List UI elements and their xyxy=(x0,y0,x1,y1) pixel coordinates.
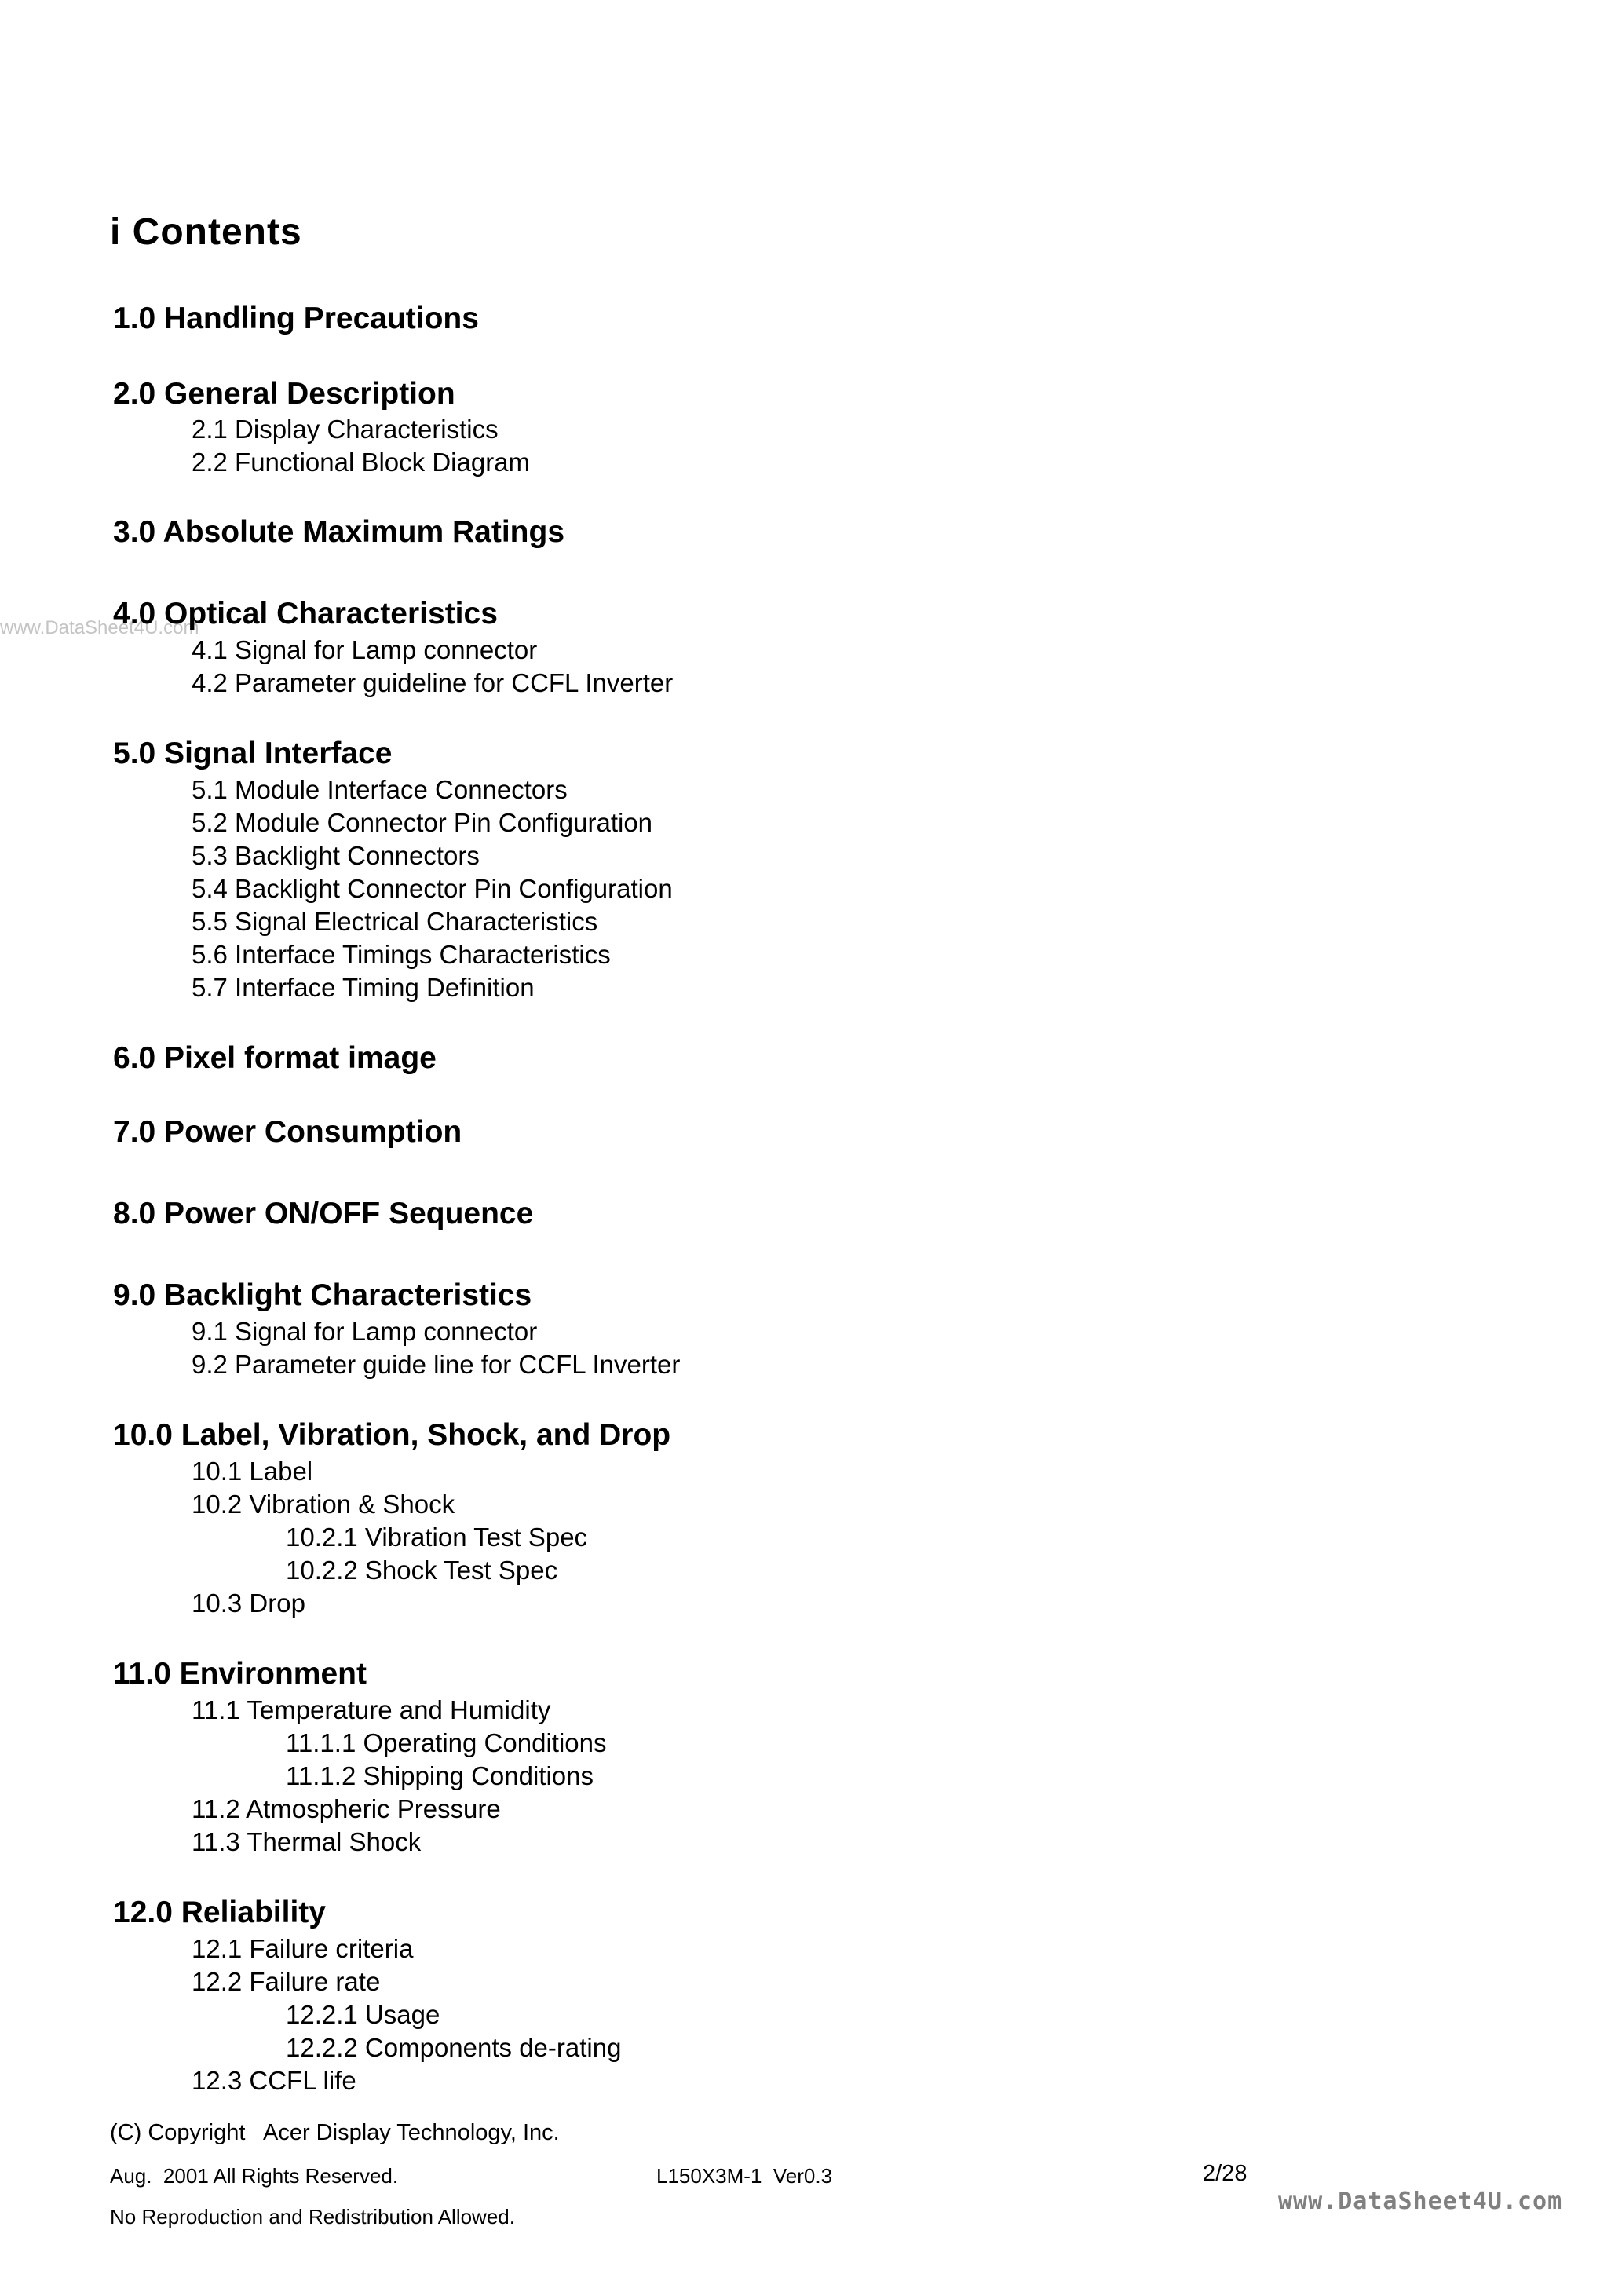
section-heading-4: 4.0 Optical Characteristics xyxy=(113,597,498,631)
section-heading-5: 5.0 Signal Interface xyxy=(113,737,393,770)
section-heading-9: 9.0 Backlight Characteristics xyxy=(113,1278,532,1312)
toc-item: 11.3 Thermal Shock xyxy=(192,1827,422,1856)
toc-item: 5.5 Signal Electrical Characteristics xyxy=(192,907,598,936)
toc-item: 12.3 CCFL life xyxy=(192,2066,356,2095)
section-heading-1: 1.0 Handling Precautions xyxy=(113,302,479,335)
toc-item: 12.1 Failure criteria xyxy=(192,1934,414,1963)
section-heading-8: 8.0 Power ON/OFF Sequence xyxy=(113,1197,534,1230)
toc-subitem: 12.2.2 Components de-rating xyxy=(286,2033,622,2062)
section-heading-6: 6.0 Pixel format image xyxy=(113,1041,437,1075)
toc-item: 5.1 Module Interface Connectors xyxy=(192,775,568,804)
page-title: i Contents xyxy=(110,211,302,253)
section-heading-12: 12.0 Reliability xyxy=(113,1896,326,1929)
watermark-right: www.DataSheet4U.com xyxy=(1278,2188,1563,2215)
toc-item: 10.2 Vibration & Shock xyxy=(192,1490,455,1519)
toc-item: 2.1 Display Characteristics xyxy=(192,415,499,444)
section-heading-11: 11.0 Environment xyxy=(113,1657,367,1691)
toc-item: 9.2 Parameter guide line for CCFL Inverter xyxy=(192,1350,681,1379)
toc-item: 9.1 Signal for Lamp connector xyxy=(192,1317,538,1346)
toc-item: 5.7 Interface Timing Definition xyxy=(192,973,535,1002)
toc-item: 11.2 Atmospheric Pressure xyxy=(192,1794,501,1823)
section-heading-10: 10.0 Label, Vibration, Shock, and Drop xyxy=(113,1418,671,1452)
toc-item: 5.4 Backlight Connector Pin Configuration xyxy=(192,874,673,903)
toc-item: 10.1 Label xyxy=(192,1457,313,1486)
toc-item: 10.3 Drop xyxy=(192,1589,305,1618)
toc-item: 2.2 Functional Block Diagram xyxy=(192,448,531,477)
toc-item: 5.3 Backlight Connectors xyxy=(192,841,480,870)
section-heading-7: 7.0 Power Consumption xyxy=(113,1115,462,1149)
toc-item: 12.2 Failure rate xyxy=(192,1967,381,1996)
footer-rights: Aug. 2001 All Rights Reserved. xyxy=(110,2164,399,2188)
watermark-left: www.DataSheet4U.com xyxy=(0,617,199,638)
footer-reproduction: No Reproduction and Redistribution Allowed. xyxy=(110,2205,515,2228)
toc-item: 5.6 Interface Timings Characteristics xyxy=(192,940,611,969)
toc-subitem: 10.2.2 Shock Test Spec xyxy=(286,1556,558,1585)
section-heading-3: 3.0 Absolute Maximum Ratings xyxy=(113,515,565,549)
footer-doc-id: L150X3M-1 Ver0.3 xyxy=(656,2164,833,2188)
toc-item: 11.1 Temperature and Humidity xyxy=(192,1695,551,1724)
toc-subitem: 11.1.1 Operating Conditions xyxy=(286,1728,607,1757)
toc-subitem: 12.2.1 Usage xyxy=(286,2000,440,2029)
toc-item: 5.2 Module Connector Pin Configuration xyxy=(192,808,653,837)
toc-subitem: 10.2.1 Vibration Test Spec xyxy=(286,1523,588,1552)
section-heading-2: 2.0 General Description xyxy=(113,377,455,411)
footer-page-number: 2/28 xyxy=(1203,2161,1248,2186)
toc-subitem: 11.1.2 Shipping Conditions xyxy=(286,1761,594,1790)
footer-copyright: (C) Copyright Acer Display Technology, Inc. xyxy=(110,2120,560,2145)
toc-item: 4.2 Parameter guideline for CCFL Inverter xyxy=(192,668,674,697)
toc-item: 4.1 Signal for Lamp connector xyxy=(192,635,538,664)
